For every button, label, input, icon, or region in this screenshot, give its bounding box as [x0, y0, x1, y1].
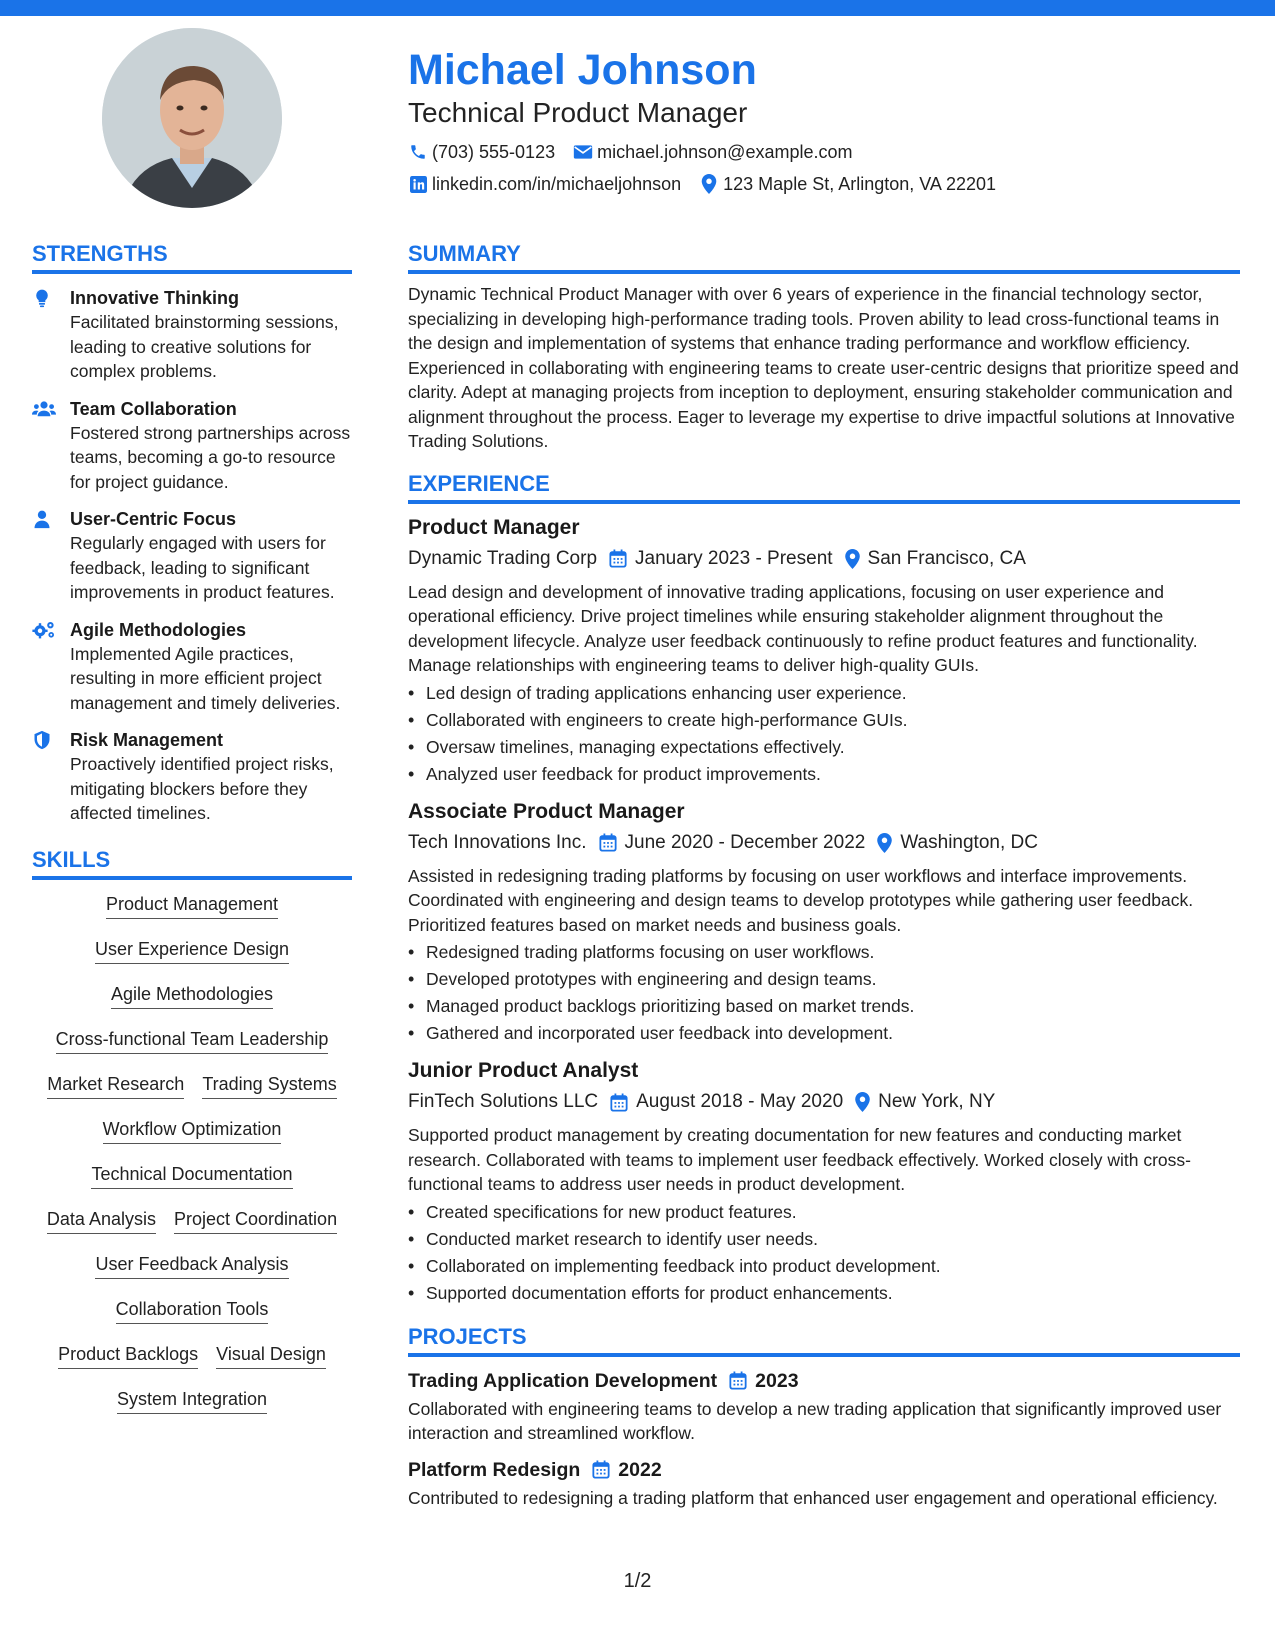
skill-row	[32, 1297, 352, 1342]
skill-tag: System Integration	[117, 1387, 267, 1414]
job-dates: January 2023 - Present	[635, 547, 833, 569]
project-title: Trading Application Development	[408, 1369, 718, 1392]
users-icon	[32, 397, 70, 495]
left-column	[32, 240, 352, 1432]
list-item: • Led design of trading applications enhancing user experience.	[408, 680, 1240, 707]
skill-tag: Product Backlogs	[58, 1342, 198, 1369]
project-year: 2023	[755, 1369, 799, 1392]
list-item: • Analyzed user feedback for product improvements.	[408, 761, 1240, 788]
project-entry	[408, 1456, 1240, 1511]
skills-list	[32, 892, 352, 1432]
job-meta	[408, 545, 1240, 573]
list-item: • Collaborated on implementing feedback into product development.	[408, 1253, 1240, 1280]
strength-name: Agile Methodologies	[70, 619, 247, 640]
job-company: Tech Innovations Inc.	[408, 831, 587, 853]
skill-row	[32, 1027, 352, 1072]
skill-tag: Technical Documentation	[91, 1162, 292, 1189]
skill-tag: Market Research	[47, 1072, 184, 1099]
linkedin-contact[interactable]	[408, 174, 681, 195]
calendar-icon	[599, 833, 617, 852]
skills-heading: SKILLS	[32, 846, 352, 880]
resume-header	[408, 44, 1238, 200]
strength-name: Risk Management	[70, 730, 224, 750]
skill-row	[32, 1117, 352, 1162]
projects-heading: PROJECTS	[408, 1323, 1240, 1357]
page-number: 1/2	[623, 1570, 652, 1592]
strength-desc: Proactively identified project risks, mitigating blockers before they affected timelines.	[70, 754, 334, 823]
skill-tag: Workflow Optimization	[103, 1117, 282, 1144]
calendar-icon	[729, 1371, 747, 1390]
skill-tag: Collaboration Tools	[116, 1297, 269, 1324]
skill-row	[32, 1162, 352, 1207]
job-title: Junior Product Analyst	[408, 1059, 639, 1082]
list-item: • Redesigned trading platforms focusing on user workflows.	[408, 939, 1240, 966]
strength-item	[32, 286, 352, 384]
skill-tag: Trading Systems	[202, 1072, 336, 1099]
linkedin-icon	[408, 174, 428, 194]
strength-item	[32, 728, 352, 826]
strength-name: User-Centric Focus	[70, 509, 237, 529]
job-dates: June 2020 - December 2022	[624, 831, 866, 853]
profile-photo	[102, 28, 282, 208]
job-meta	[408, 829, 1240, 857]
right-column	[408, 240, 1240, 1510]
map-pin-icon	[699, 174, 719, 194]
project-description: Contributed to redesigning a trading platform that enhanced user engagement and operational efficiency.	[408, 1487, 1218, 1508]
job-meta	[408, 1088, 1240, 1116]
phone-icon	[408, 142, 428, 162]
job-description: Supported product management by creating documentation for new features and conducting market research. Collaborated with teams to implement user feedback effectively. Worked closely with cross-functional teams to address user needs in product development.	[408, 1125, 1191, 1194]
skill-row	[32, 982, 352, 1027]
list-item: • Conducted market research to identify user needs.	[408, 1226, 1240, 1253]
skill-row	[32, 1342, 352, 1387]
map-pin-icon	[845, 549, 860, 569]
top-accent-bar	[0, 0, 1275, 16]
job-title: Associate Product Manager	[408, 799, 685, 823]
linkedin-text: linkedin.com/in/michaeljohnson	[432, 173, 682, 194]
list-item: • Developed prototypes with engineering and design teams.	[408, 966, 1240, 993]
job-bullets	[408, 680, 1240, 788]
address-contact	[699, 174, 996, 195]
strength-name: Team Collaboration	[70, 398, 237, 419]
calendar-icon	[609, 549, 627, 568]
candidate-title: Technical Product Manager	[408, 97, 748, 128]
lightbulb-icon	[32, 286, 70, 384]
job-description: Assisted in redesigning trading platforms by focusing on user workflows and interface improvements. Coordinated with engineering and design teams to develop prototypes while gathering user feedback. Prioritized features based on market needs and business goals.	[408, 865, 1194, 935]
summary-text: Dynamic Technical Product Manager with over 6 years of experience in the financial technology sector, specializing in developing high-performance trading tools. Proven ability to lead cross-functional teams in the design and implementation of systems that enhance trading performance and workflow efficiency. Experienced in collaborating with engineering teams to create user-centric designs that prioritize speed and clarity. Adept at managing projects from inception to deployment, ensuring stakeholder communication and alignment throughout the process. Eager to leverage my expertise to drive impactful solutions at Innovative Trading Solutions.	[408, 284, 1239, 451]
project-entry	[408, 1367, 1240, 1446]
job-entry	[408, 798, 1240, 1048]
gears-icon	[32, 618, 70, 716]
address-text: 123 Maple St, Arlington, VA 22201	[723, 173, 996, 194]
strengths-heading: STRENGTHS	[32, 240, 352, 274]
phone-text: (703) 555-0123	[432, 141, 556, 162]
skill-row	[32, 1252, 352, 1297]
job-location: San Francisco, CA	[867, 547, 1026, 569]
list-item: • Gathered and incorporated user feedback into development.	[408, 1020, 1240, 1047]
user-icon	[32, 507, 70, 605]
experience-heading: EXPERIENCE	[408, 470, 1240, 504]
job-company: FinTech Solutions LLC	[408, 1091, 599, 1112]
project-header	[408, 1456, 1240, 1484]
job-entry	[408, 514, 1240, 788]
calendar-icon	[610, 1093, 628, 1112]
map-pin-icon	[877, 833, 892, 853]
list-item: • Created specifications for new product features.	[408, 1199, 1240, 1226]
list-item: • Collaborated with engineers to create high-performance GUIs.	[408, 707, 1240, 734]
map-pin-icon	[855, 1092, 870, 1112]
email-text: michael.johnson@example.com	[597, 141, 853, 162]
list-item: • Managed product backlogs prioritizing based on market trends.	[408, 993, 1240, 1020]
skill-tag: User Experience Design	[95, 937, 289, 964]
skill-row	[32, 937, 352, 982]
strength-desc: Regularly engaged with users for feedback, leading to significant improvements in product features.	[70, 533, 335, 602]
strength-desc: Implemented Agile practices, resulting in more efficient project management and timely deliveries.	[70, 643, 341, 713]
strength-item	[32, 397, 352, 495]
skill-tag: Agile Methodologies	[111, 982, 273, 1009]
envelope-icon	[573, 142, 593, 162]
skill-row	[32, 1072, 352, 1117]
skill-tag: Product Management	[106, 892, 278, 919]
skill-row	[32, 1207, 352, 1252]
list-item: • Supported documentation efforts for product enhancements.	[408, 1280, 1240, 1307]
strength-item	[32, 507, 352, 605]
project-title: Platform Redesign	[408, 1458, 581, 1481]
summary-heading: SUMMARY	[408, 240, 1240, 274]
job-location: New York, NY	[878, 1091, 996, 1112]
shield-icon	[32, 728, 70, 826]
job-dates: August 2018 - May 2020	[636, 1091, 844, 1112]
calendar-icon	[592, 1460, 610, 1479]
skill-tag: Project Coordination	[174, 1207, 337, 1234]
job-bullets	[408, 1199, 1240, 1307]
skill-tag: Data Analysis	[47, 1207, 156, 1234]
strength-name: Innovative Thinking	[70, 288, 240, 308]
strengths-list	[32, 286, 352, 826]
skill-row	[32, 892, 352, 937]
strength-desc: Facilitated brainstorming sessions, leading to creative solutions for complex problems.	[70, 312, 339, 381]
contact-info	[408, 136, 1238, 200]
skill-tag: Cross-functional Team Leadership	[56, 1027, 329, 1054]
project-header	[408, 1367, 1240, 1395]
skill-row	[32, 1387, 352, 1432]
email-contact[interactable]	[573, 142, 852, 163]
phone-contact[interactable]	[408, 142, 555, 163]
project-description: Collaborated with engineering teams to develop a new trading application that significantly improved user interaction and streamlined workflow.	[408, 1398, 1222, 1443]
strength-item	[32, 618, 352, 716]
job-title: Product Manager	[408, 515, 580, 539]
job-company: Dynamic Trading Corp	[408, 547, 598, 569]
job-description: Lead design and development of innovative trading applications, focusing on user experience and operational efficiency. Drive project timelines while ensuring stakeholder alignment throughout the development lifecycle. Analyze user feedback continuously to refine product features and functionality. Manage relationships with engineering teams to deliver high-quality GUIs.	[408, 581, 1198, 675]
project-year: 2022	[618, 1458, 662, 1481]
job-location: Washington, DC	[900, 831, 1038, 853]
job-bullets	[408, 939, 1240, 1047]
list-item: • Oversaw timelines, managing expectations effectively.	[408, 734, 1240, 761]
job-entry	[408, 1057, 1240, 1307]
skill-tag: User Feedback Analysis	[95, 1252, 288, 1279]
candidate-name: Michael Johnson	[408, 46, 757, 94]
strength-desc: Fostered strong partnerships across teams, becoming a go-to resource for project guidance.	[70, 422, 351, 492]
skill-tag: Visual Design	[216, 1342, 326, 1369]
